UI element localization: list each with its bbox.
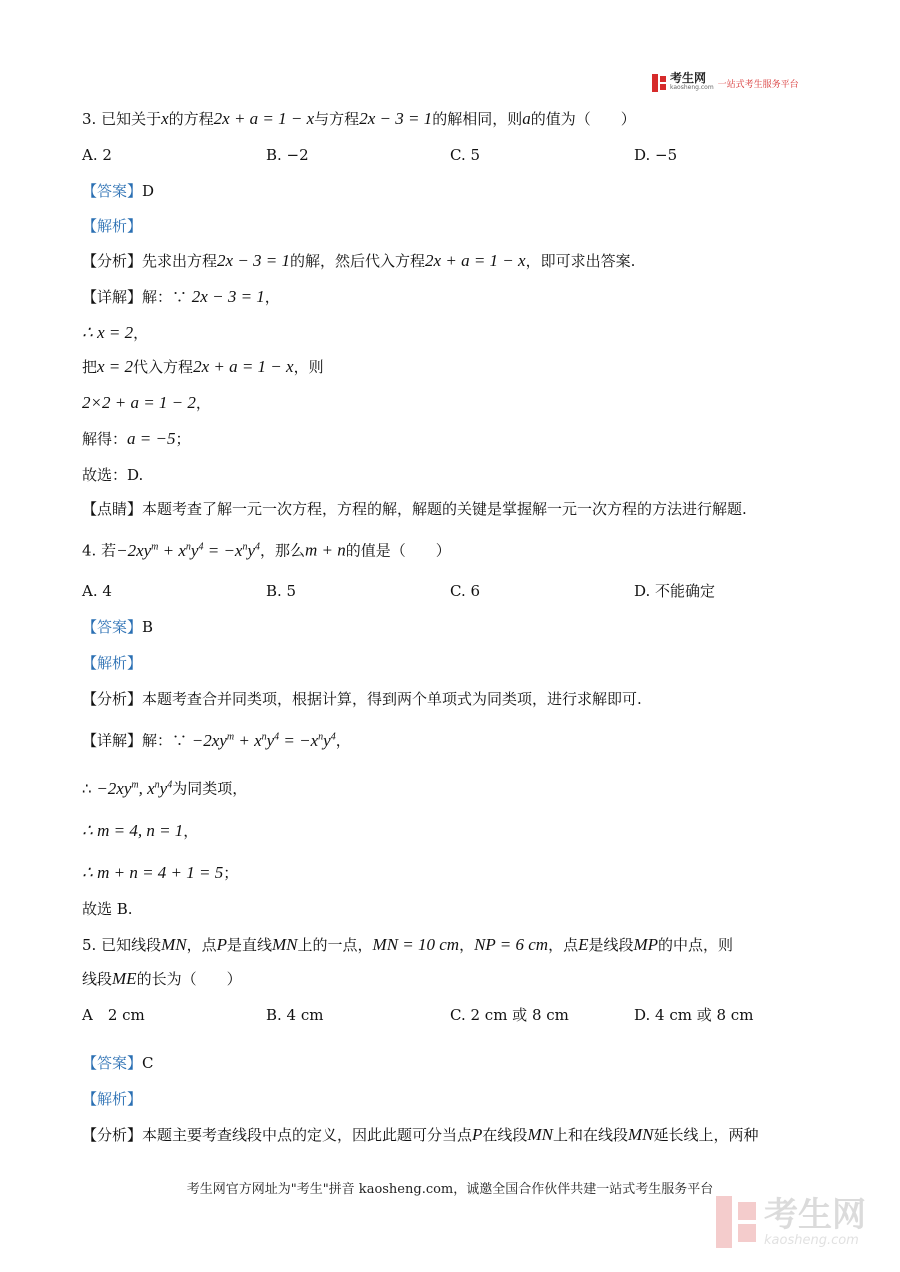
q3-option-a: A. 2 (82, 146, 112, 164)
q4-step2: ∴ $-2xy^m$, $x^ny^4$为同类项， (82, 778, 248, 798)
header-logo (652, 72, 799, 94)
q4-detail: 【详解】解：∵ $-2xy^m + x^ny^4 = -x^ny^4$， (82, 730, 351, 750)
q4-option-d: D. 不能确定 (634, 582, 716, 600)
q3-option-b: B. −2 (266, 146, 309, 164)
q5-fenxi: 【分析】本题主要考查线段中点的定义，因此此题可分当点P在线段MN上和在线段MN延长线上，两种 (82, 1125, 759, 1144)
q3-dianjing: 【点睛】本题考查了解一元一次方程，方程的解，解题的关键是掌握解一元一次方程的方法进行解题. (82, 500, 747, 518)
q4-answer: 【答案】B (82, 618, 154, 636)
q4-option-a: A. 4 (82, 582, 112, 600)
q4-fenxi: 【分析】本题考查合并同类项，根据计算，得到两个单项式为同类项，进行求解即可. (82, 690, 642, 708)
watermark-name: 考生网 (764, 1194, 866, 1235)
q5-option-d: D. 4 cm 或 8 cm (634, 1006, 754, 1024)
q4-step4: ∴ m + n = 4 + 1 = 5； (82, 863, 239, 882)
watermark-logo (716, 1196, 866, 1248)
q3-fenxi: 【分析】先求出方程2x − 3 = 1的解，然后代入方程2x + a = 1 − x，即可求出答案. (82, 251, 636, 270)
q3-choose: 故选：D. (82, 466, 144, 484)
q3-step4: 2×2 + a = 1 − 2， (82, 393, 211, 412)
q4-analysis-heading: 【解析】 (82, 654, 143, 672)
q5-stem-line2: 线段ME的长为（ ） (82, 969, 242, 988)
q4-step3: ∴ m = 4, n = 1， (82, 821, 199, 840)
q5-option-c: C. 2 cm 或 8 cm (450, 1006, 569, 1024)
q3-step2: ∴ x = 2， (82, 323, 149, 342)
q4-choose: 故选 B. (82, 900, 133, 918)
q3-stem: 3. 已知关于x的方程2x + a = 1 − x与方程2x − 3 = 1的解相同，则a的值为（ ） (82, 109, 636, 128)
logo-domain: kaosheng.com (670, 84, 714, 91)
kaosheng-watermark-icon (716, 1196, 756, 1248)
q5-option-a: A 2 cm (82, 1006, 145, 1024)
q3-step5: 解得：a = −5； (82, 429, 191, 448)
watermark-domain: kaosheng.com (764, 1232, 859, 1248)
q3-answer: 【答案】D (82, 182, 155, 200)
q5-answer: 【答案】C (82, 1054, 154, 1072)
kaosheng-logo-icon (652, 74, 666, 92)
q5-stem: 5. 已知线段MN，点P是直线MN上的一点，MN = 10 cm，NP = 6 cm，点E是线段MP的中点，则 (82, 935, 734, 954)
q5-option-b: B. 4 cm (266, 1006, 324, 1024)
q3-option-d: D. −5 (634, 146, 678, 164)
q3-step3: 把x = 2代入方程2x + a = 1 − x，则 (82, 357, 324, 376)
q3-option-c: C. 5 (450, 146, 481, 164)
logo-name: 考生网 (670, 71, 707, 85)
q4-option-b: B. 5 (266, 582, 297, 600)
logo-slogan: 一站式考生服务平台 (717, 79, 799, 90)
q3-detail: 【详解】解：∵ 2x − 3 = 1， (82, 287, 280, 306)
q3-analysis-heading: 【解析】 (82, 217, 143, 235)
page-footer: 考生网官方网址为"考生"拼音 kaosheng.com，诚邀全国合作伙伴共建一站式考生服务平台 (186, 1182, 714, 1197)
q5-analysis-heading: 【解析】 (82, 1090, 143, 1108)
q4-stem: 4. 若$-2xy^m + x^ny^4 = -x^ny^4$，那么m + n的值是（ ） (82, 540, 451, 560)
q4-option-c: C. 6 (450, 582, 481, 600)
